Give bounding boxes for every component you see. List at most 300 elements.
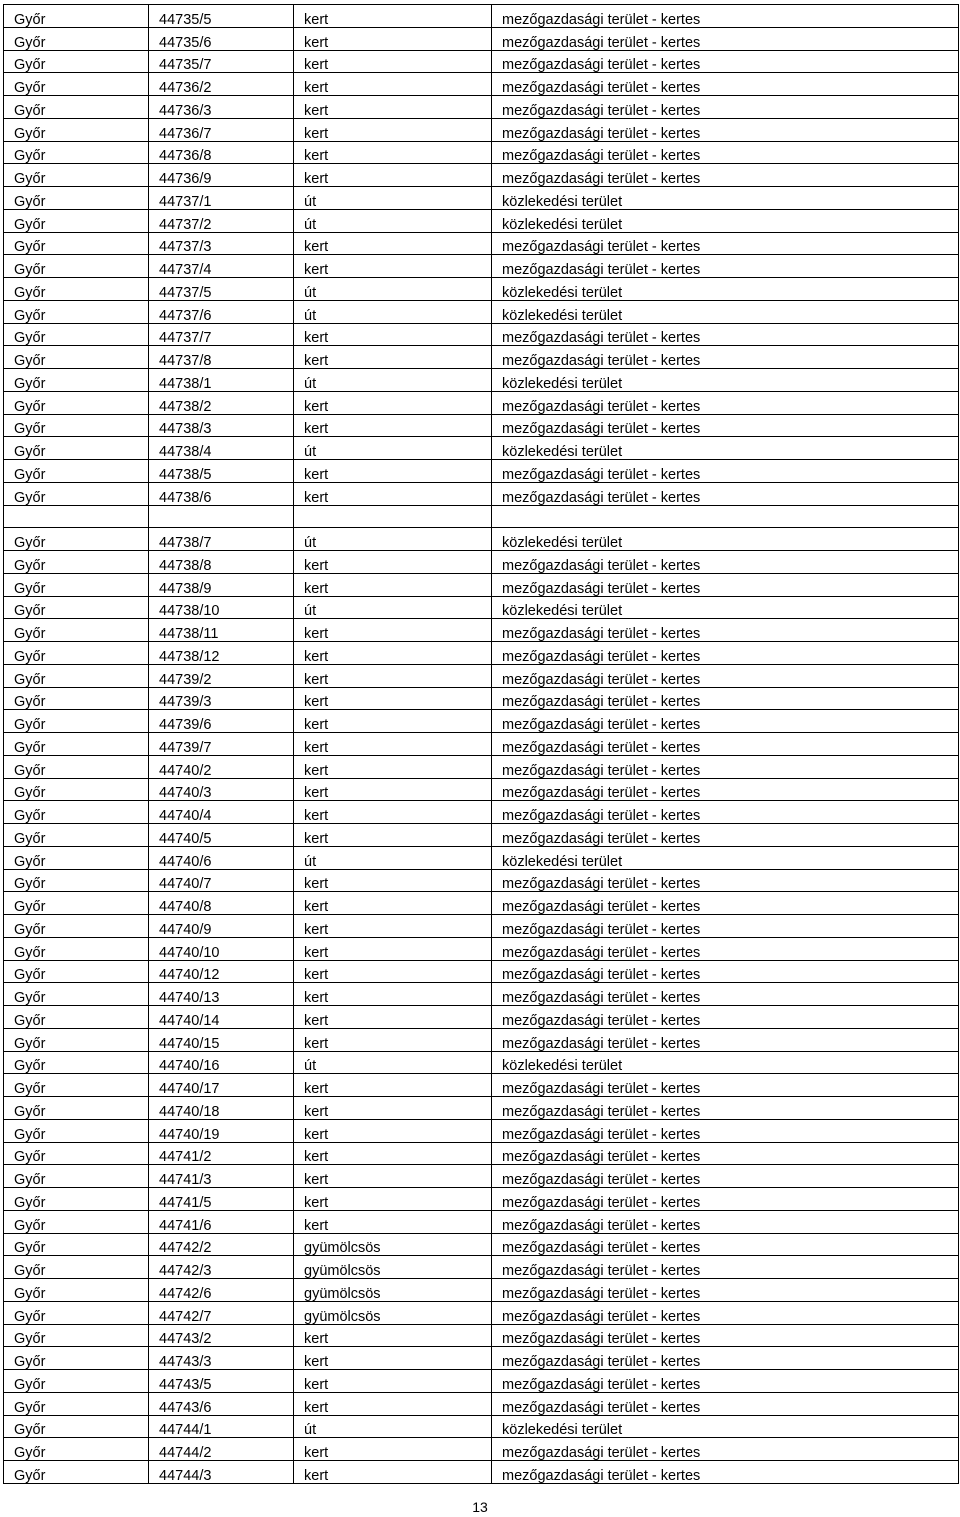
cultivation-cell: kert: [294, 73, 492, 96]
settlement-cell: Győr: [4, 1415, 149, 1438]
parcel-number-cell: 44737/7: [149, 323, 294, 346]
parcel-number-cell: 44736/2: [149, 73, 294, 96]
parcel-number-cell: 44740/14: [149, 1006, 294, 1029]
parcel-number-cell: 44740/13: [149, 983, 294, 1006]
table-row: [4, 1461, 959, 1484]
cultivation-cell: út: [294, 187, 492, 210]
settlement-cell: Győr: [4, 755, 149, 778]
settlement-cell: Győr: [4, 664, 149, 687]
cultivation-cell: kert: [294, 482, 492, 505]
land-use-cell: mezőgazdasági terület - kertes: [492, 346, 959, 369]
table-row: [4, 437, 959, 460]
table-row: [4, 1097, 959, 1120]
land-use-cell: mezőgazdasági terület - kertes: [492, 1188, 959, 1211]
cultivation-cell: kert: [294, 96, 492, 119]
cultivation-cell: út: [294, 846, 492, 869]
cultivation-cell: kert: [294, 1165, 492, 1188]
parcel-number-cell: 44742/7: [149, 1301, 294, 1324]
parcel-number-cell: 44739/2: [149, 664, 294, 687]
table-row: [4, 164, 959, 187]
cultivation-cell: kert: [294, 1438, 492, 1461]
parcel-number-cell: [149, 505, 294, 528]
table-row: [4, 710, 959, 733]
settlement-cell: Győr: [4, 482, 149, 505]
cultivation-cell: út: [294, 437, 492, 460]
land-use-cell: mezőgazdasági terület - kertes: [492, 733, 959, 756]
land-use-cell: mezőgazdasági terület - kertes: [492, 824, 959, 847]
parcel-number-cell: 44740/17: [149, 1074, 294, 1097]
land-use-cell: közlekedési terület: [492, 596, 959, 619]
land-use-cell: mezőgazdasági terület - kertes: [492, 1324, 959, 1347]
parcel-number-cell: 44737/2: [149, 209, 294, 232]
land-use-cell: közlekedési terület: [492, 1051, 959, 1074]
page-number: 13: [472, 1499, 488, 1515]
parcel-number-cell: 44739/6: [149, 710, 294, 733]
cultivation-cell: út: [294, 1051, 492, 1074]
land-use-cell: mezőgazdasági terület - kertes: [492, 1233, 959, 1256]
cultivation-cell: kert: [294, 1142, 492, 1165]
land-use-cell: mezőgazdasági terület - kertes: [492, 1301, 959, 1324]
cultivation-cell: kert: [294, 801, 492, 824]
settlement-cell: Győr: [4, 323, 149, 346]
parcel-number-cell: 44740/9: [149, 915, 294, 938]
cultivation-cell: út: [294, 300, 492, 323]
cultivation-cell: gyümölcsös: [294, 1256, 492, 1279]
land-use-cell: mezőgazdasági terület - kertes: [492, 141, 959, 164]
parcel-number-cell: 44738/5: [149, 460, 294, 483]
parcel-number-cell: 44740/15: [149, 1028, 294, 1051]
cultivation-cell: gyümölcsös: [294, 1279, 492, 1302]
settlement-cell: Győr: [4, 1233, 149, 1256]
parcel-number-cell: 44738/1: [149, 369, 294, 392]
settlement-cell: Győr: [4, 1188, 149, 1211]
settlement-cell: Győr: [4, 1347, 149, 1370]
cultivation-cell: kert: [294, 551, 492, 574]
table-row: [4, 801, 959, 824]
table-row: [4, 551, 959, 574]
settlement-cell: Győr: [4, 642, 149, 665]
parcel-number-cell: 44738/2: [149, 391, 294, 414]
parcel-number-cell: 44740/3: [149, 778, 294, 801]
land-use-cell: mezőgazdasági terület - kertes: [492, 1074, 959, 1097]
parcel-number-cell: 44736/8: [149, 141, 294, 164]
settlement-cell: Győr: [4, 1097, 149, 1120]
table-row: [4, 1142, 959, 1165]
cultivation-cell: kert: [294, 619, 492, 642]
cultivation-cell: gyümölcsös: [294, 1301, 492, 1324]
parcel-number-cell: 44738/4: [149, 437, 294, 460]
table-row: [4, 1006, 959, 1029]
table-row: [4, 414, 959, 437]
land-use-cell: mezőgazdasági terület - kertes: [492, 323, 959, 346]
settlement-cell: Győr: [4, 1051, 149, 1074]
parcel-number-cell: 44740/6: [149, 846, 294, 869]
parcel-number-cell: 44737/4: [149, 255, 294, 278]
settlement-cell: Győr: [4, 960, 149, 983]
table-row: [4, 1370, 959, 1393]
land-use-cell: mezőgazdasági terület - kertes: [492, 414, 959, 437]
parcel-number-cell: 44735/7: [149, 50, 294, 73]
table-row: [4, 687, 959, 710]
parcel-number-cell: 44738/8: [149, 551, 294, 574]
settlement-cell: Győr: [4, 1256, 149, 1279]
parcel-number-cell: 44740/2: [149, 755, 294, 778]
land-use-cell: mezőgazdasági terület - kertes: [492, 551, 959, 574]
settlement-cell: Győr: [4, 460, 149, 483]
settlement-cell: Győr: [4, 391, 149, 414]
land-use-cell: mezőgazdasági terület - kertes: [492, 460, 959, 483]
parcel-number-cell: 44737/6: [149, 300, 294, 323]
table-row: [4, 391, 959, 414]
cultivation-cell: kert: [294, 710, 492, 733]
cultivation-cell: kert: [294, 892, 492, 915]
table-row: [4, 482, 959, 505]
parcel-number-cell: 44744/2: [149, 1438, 294, 1461]
cultivation-cell: kert: [294, 414, 492, 437]
table-row: [4, 1256, 959, 1279]
land-use-cell: mezőgazdasági terület - kertes: [492, 687, 959, 710]
settlement-cell: Győr: [4, 710, 149, 733]
land-use-cell: közlekedési terület: [492, 528, 959, 551]
cultivation-cell: kert: [294, 323, 492, 346]
table-row: [4, 232, 959, 255]
parcel-number-cell: 44741/6: [149, 1210, 294, 1233]
settlement-cell: Győr: [4, 1210, 149, 1233]
settlement-cell: Győr: [4, 528, 149, 551]
settlement-cell: Győr: [4, 1074, 149, 1097]
land-use-cell: mezőgazdasági terület - kertes: [492, 482, 959, 505]
parcel-number-cell: 44738/7: [149, 528, 294, 551]
settlement-cell: Győr: [4, 1301, 149, 1324]
settlement-cell: Győr: [4, 824, 149, 847]
table-row: [4, 619, 959, 642]
settlement-cell: Győr: [4, 846, 149, 869]
settlement-cell: Győr: [4, 278, 149, 301]
table-row: [4, 27, 959, 50]
land-use-cell: mezőgazdasági terület - kertes: [492, 664, 959, 687]
land-use-cell: mezőgazdasági terület - kertes: [492, 27, 959, 50]
land-use-cell: mezőgazdasági terület - kertes: [492, 869, 959, 892]
cultivation-cell: [294, 505, 492, 528]
table-row: [4, 96, 959, 119]
table-row: [4, 118, 959, 141]
table-row: [4, 73, 959, 96]
cultivation-cell: gyümölcsös: [294, 1233, 492, 1256]
land-use-cell: mezőgazdasági terület - kertes: [492, 983, 959, 1006]
cultivation-cell: kert: [294, 687, 492, 710]
land-use-cell: közlekedési terület: [492, 278, 959, 301]
parcel-number-cell: 44744/3: [149, 1461, 294, 1484]
cultivation-cell: kert: [294, 50, 492, 73]
cultivation-cell: kert: [294, 1347, 492, 1370]
table-row: [4, 1415, 959, 1438]
cultivation-cell: kert: [294, 1119, 492, 1142]
parcel-number-cell: 44737/3: [149, 232, 294, 255]
settlement-cell: Győr: [4, 50, 149, 73]
table-row: [4, 1188, 959, 1211]
settlement-cell: Győr: [4, 1165, 149, 1188]
settlement-cell: Győr: [4, 687, 149, 710]
cultivation-cell: kert: [294, 664, 492, 687]
table-row: [4, 1210, 959, 1233]
settlement-cell: Győr: [4, 1370, 149, 1393]
settlement-cell: Győr: [4, 27, 149, 50]
land-use-cell: mezőgazdasági terület - kertes: [492, 255, 959, 278]
land-use-cell: mezőgazdasági terület - kertes: [492, 1279, 959, 1302]
cultivation-cell: kert: [294, 915, 492, 938]
table-row: [4, 505, 959, 528]
settlement-cell: Győr: [4, 1461, 149, 1484]
table-row: [4, 1324, 959, 1347]
cultivation-cell: kert: [294, 778, 492, 801]
table-row: [4, 983, 959, 1006]
settlement-cell: [4, 505, 149, 528]
table-row: [4, 1233, 959, 1256]
cultivation-cell: kert: [294, 573, 492, 596]
settlement-cell: Győr: [4, 1324, 149, 1347]
land-use-cell: mezőgazdasági terület - kertes: [492, 118, 959, 141]
settlement-cell: Győr: [4, 73, 149, 96]
land-use-cell: [492, 505, 959, 528]
parcel-number-cell: 44736/3: [149, 96, 294, 119]
table-row: [4, 733, 959, 756]
land-use-cell: mezőgazdasági terület - kertes: [492, 1370, 959, 1393]
land-use-cell: mezőgazdasági terület - kertes: [492, 1028, 959, 1051]
parcel-number-cell: 44737/8: [149, 346, 294, 369]
cultivation-cell: kert: [294, 391, 492, 414]
settlement-cell: Győr: [4, 300, 149, 323]
table-row: [4, 846, 959, 869]
settlement-cell: Győr: [4, 187, 149, 210]
parcel-number-cell: 44739/7: [149, 733, 294, 756]
settlement-cell: Győr: [4, 118, 149, 141]
land-use-cell: mezőgazdasági terület - kertes: [492, 892, 959, 915]
table-row: [4, 141, 959, 164]
table-row: [4, 824, 959, 847]
land-use-cell: mezőgazdasági terület - kertes: [492, 937, 959, 960]
land-use-cell: közlekedési terület: [492, 369, 959, 392]
parcel-table-body: [4, 5, 959, 1484]
table-row: [4, 642, 959, 665]
cultivation-cell: kert: [294, 937, 492, 960]
settlement-cell: Győr: [4, 1438, 149, 1461]
table-row: [4, 1347, 959, 1370]
cultivation-cell: út: [294, 528, 492, 551]
parcel-number-cell: 44740/7: [149, 869, 294, 892]
settlement-cell: Győr: [4, 255, 149, 278]
settlement-cell: Győr: [4, 937, 149, 960]
parcel-number-cell: 44743/6: [149, 1392, 294, 1415]
parcel-number-cell: 44740/18: [149, 1097, 294, 1120]
settlement-cell: Győr: [4, 346, 149, 369]
settlement-cell: Győr: [4, 983, 149, 1006]
table-row: [4, 1392, 959, 1415]
parcel-number-cell: 44740/10: [149, 937, 294, 960]
land-use-cell: mezőgazdasági terület - kertes: [492, 164, 959, 187]
cultivation-cell: út: [294, 209, 492, 232]
table-row: [4, 1165, 959, 1188]
parcel-number-cell: 44744/1: [149, 1415, 294, 1438]
parcel-number-cell: 44740/19: [149, 1119, 294, 1142]
table-row: [4, 596, 959, 619]
land-use-cell: mezőgazdasági terület - kertes: [492, 915, 959, 938]
settlement-cell: Győr: [4, 573, 149, 596]
cultivation-cell: út: [294, 369, 492, 392]
cultivation-cell: kert: [294, 27, 492, 50]
settlement-cell: Győr: [4, 869, 149, 892]
cultivation-cell: kert: [294, 164, 492, 187]
table-row: [4, 460, 959, 483]
parcel-number-cell: 44738/11: [149, 619, 294, 642]
cultivation-cell: kert: [294, 255, 492, 278]
land-use-cell: közlekedési terület: [492, 846, 959, 869]
land-use-cell: mezőgazdasági terület - kertes: [492, 232, 959, 255]
table-row: [4, 869, 959, 892]
table-row: [4, 1119, 959, 1142]
settlement-cell: Győr: [4, 1279, 149, 1302]
land-use-cell: közlekedési terület: [492, 187, 959, 210]
settlement-cell: Győr: [4, 733, 149, 756]
land-use-cell: közlekedési terület: [492, 209, 959, 232]
cultivation-cell: kert: [294, 733, 492, 756]
land-use-cell: mezőgazdasági terület - kertes: [492, 960, 959, 983]
cultivation-cell: kert: [294, 346, 492, 369]
settlement-cell: Győr: [4, 801, 149, 824]
table-row: [4, 346, 959, 369]
table-row: [4, 1438, 959, 1461]
land-use-cell: mezőgazdasági terület - kertes: [492, 1256, 959, 1279]
cultivation-cell: út: [294, 1415, 492, 1438]
settlement-cell: Győr: [4, 1392, 149, 1415]
parcel-number-cell: 44740/12: [149, 960, 294, 983]
land-use-cell: mezőgazdasági terület - kertes: [492, 1006, 959, 1029]
cultivation-cell: kert: [294, 1370, 492, 1393]
cultivation-cell: kert: [294, 1074, 492, 1097]
land-use-cell: mezőgazdasági terület - kertes: [492, 642, 959, 665]
cultivation-cell: kert: [294, 232, 492, 255]
parcel-number-cell: 44737/5: [149, 278, 294, 301]
parcel-number-cell: 44739/3: [149, 687, 294, 710]
cultivation-cell: kert: [294, 1097, 492, 1120]
table-row: [4, 960, 959, 983]
parcel-number-cell: 44740/4: [149, 801, 294, 824]
table-row: [4, 1028, 959, 1051]
parcel-number-cell: 44740/5: [149, 824, 294, 847]
table-row: [4, 369, 959, 392]
parcel-number-cell: 44738/10: [149, 596, 294, 619]
settlement-cell: Győr: [4, 369, 149, 392]
settlement-cell: Győr: [4, 1006, 149, 1029]
parcel-number-cell: 44735/5: [149, 5, 294, 28]
table-row: [4, 187, 959, 210]
settlement-cell: Győr: [4, 1142, 149, 1165]
cultivation-cell: kert: [294, 1210, 492, 1233]
cultivation-cell: kert: [294, 824, 492, 847]
settlement-cell: Győr: [4, 437, 149, 460]
parcel-number-cell: 44740/16: [149, 1051, 294, 1074]
settlement-cell: Győr: [4, 596, 149, 619]
parcel-number-cell: 44738/12: [149, 642, 294, 665]
settlement-cell: Győr: [4, 141, 149, 164]
cultivation-cell: kert: [294, 1028, 492, 1051]
cultivation-cell: kert: [294, 642, 492, 665]
settlement-cell: Győr: [4, 96, 149, 119]
cultivation-cell: út: [294, 278, 492, 301]
settlement-cell: Győr: [4, 164, 149, 187]
table-row: [4, 1074, 959, 1097]
table-row: [4, 209, 959, 232]
land-use-cell: mezőgazdasági terület - kertes: [492, 755, 959, 778]
parcel-number-cell: 44742/3: [149, 1256, 294, 1279]
settlement-cell: Győr: [4, 915, 149, 938]
land-use-cell: mezőgazdasági terület - kertes: [492, 778, 959, 801]
table-row: [4, 573, 959, 596]
parcel-number-cell: 44743/5: [149, 1370, 294, 1393]
table-row: [4, 937, 959, 960]
parcel-table: [3, 4, 959, 1484]
parcel-number-cell: 44743/2: [149, 1324, 294, 1347]
parcel-number-cell: 44741/2: [149, 1142, 294, 1165]
parcel-number-cell: 44743/3: [149, 1347, 294, 1370]
land-use-cell: mezőgazdasági terület - kertes: [492, 1438, 959, 1461]
cultivation-cell: kert: [294, 460, 492, 483]
land-use-cell: közlekedési terület: [492, 1415, 959, 1438]
land-use-cell: mezőgazdasági terület - kertes: [492, 73, 959, 96]
parcel-number-cell: 44738/3: [149, 414, 294, 437]
table-row: [4, 5, 959, 28]
settlement-cell: Győr: [4, 414, 149, 437]
cultivation-cell: kert: [294, 1461, 492, 1484]
land-use-cell: mezőgazdasági terület - kertes: [492, 1142, 959, 1165]
cultivation-cell: kert: [294, 141, 492, 164]
settlement-cell: Győr: [4, 1119, 149, 1142]
table-row: [4, 1301, 959, 1324]
land-use-cell: mezőgazdasági terület - kertes: [492, 801, 959, 824]
cultivation-cell: kert: [294, 1188, 492, 1211]
land-use-cell: mezőgazdasági terület - kertes: [492, 96, 959, 119]
cultivation-cell: kert: [294, 960, 492, 983]
table-row: [4, 915, 959, 938]
table-row: [4, 892, 959, 915]
parcel-number-cell: 44742/2: [149, 1233, 294, 1256]
land-use-cell: mezőgazdasági terület - kertes: [492, 710, 959, 733]
parcel-number-cell: 44735/6: [149, 27, 294, 50]
cultivation-cell: út: [294, 596, 492, 619]
land-use-cell: mezőgazdasági terület - kertes: [492, 1097, 959, 1120]
parcel-number-cell: 44738/9: [149, 573, 294, 596]
parcel-number-cell: 44737/1: [149, 187, 294, 210]
table-row: [4, 1051, 959, 1074]
settlement-cell: Győr: [4, 5, 149, 28]
table-row: [4, 50, 959, 73]
settlement-cell: Győr: [4, 551, 149, 574]
settlement-cell: Győr: [4, 619, 149, 642]
parcel-number-cell: 44742/6: [149, 1279, 294, 1302]
cultivation-cell: kert: [294, 118, 492, 141]
table-row: [4, 755, 959, 778]
cultivation-cell: kert: [294, 869, 492, 892]
table-row: [4, 255, 959, 278]
land-use-cell: mezőgazdasági terület - kertes: [492, 619, 959, 642]
cultivation-cell: kert: [294, 1324, 492, 1347]
land-use-cell: mezőgazdasági terület - kertes: [492, 1119, 959, 1142]
parcel-number-cell: 44736/7: [149, 118, 294, 141]
cultivation-cell: kert: [294, 755, 492, 778]
settlement-cell: Győr: [4, 232, 149, 255]
table-row: [4, 278, 959, 301]
land-use-cell: mezőgazdasági terület - kertes: [492, 1165, 959, 1188]
settlement-cell: Győr: [4, 1028, 149, 1051]
